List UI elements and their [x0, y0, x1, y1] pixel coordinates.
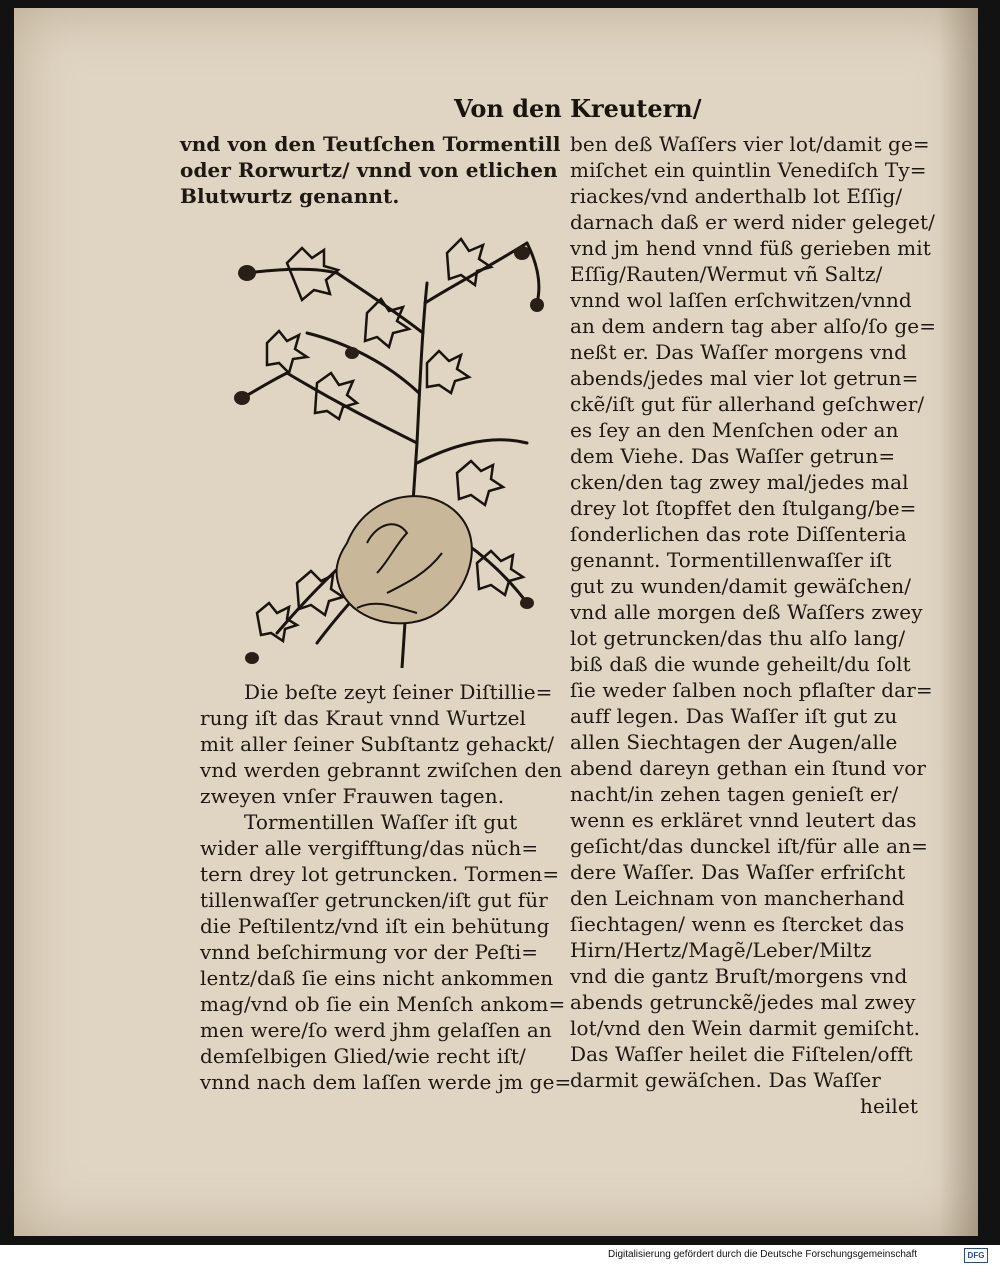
right-column-line: abend dareyn gethan ein ſtund vor [570, 756, 927, 780]
right-column-line: auff legen. Das Waſſer iſt gut zu [570, 704, 898, 728]
left-body-line: mag/vnd ob ſie ein Menſch ankom= [200, 992, 566, 1016]
right-column-line: wenn es erkläret vnnd leutert das [570, 808, 917, 832]
right-column-line: genannt. Tormentillenwaſſer iſt [570, 548, 892, 572]
left-top-line: oder Rorwurtz/ vnnd von etlichen [180, 158, 558, 182]
right-column-line: dem Viehe. Das Waſſer getrun= [570, 444, 896, 468]
right-column-line: ſiechtagen/ wenn es ſtercket das [570, 912, 905, 936]
left-top-line: vnd von den Teutſchen Tormentill [180, 132, 561, 156]
right-column-line: allen Siechtagen der Augen/alle [570, 730, 898, 754]
right-column-line: cken/den tag zwey mal/jedes mal [570, 470, 909, 494]
right-column-line: drey lot ſtopffet den ſtulgang/be= [570, 496, 917, 520]
left-body-line: tillenwaſſer getruncken/iſt gut für [200, 888, 548, 912]
left-body-line: demſelbigen Glied/wie recht iſt/ [200, 1044, 526, 1068]
funding-notice: Digitalisierung gefördert durch die Deutsche Forschungsgemeinschaft [608, 1249, 918, 1260]
right-column-line: Das Waſſer heilet die Fiſtelen/offt [570, 1042, 913, 1066]
right-column-line: darmit gewäſchen. Das Waſſer [570, 1068, 881, 1092]
dfg-logo-icon[interactable]: DFG [964, 1248, 988, 1263]
left-body-line: vnd werden gebrannt zwiſchen den [200, 758, 563, 782]
right-column-line: ben deß Waſſers vier lot/damit ge= [570, 132, 930, 156]
running-head: Von den Kreutern/ [454, 94, 702, 123]
right-column-line: nacht/in zehen tagen genieſt er/ [570, 782, 899, 806]
left-body-line: Die beſte zeyt ſeiner Diſtillie= [244, 680, 553, 704]
right-column-line: biß daß die wunde geheilt/du ſolt [570, 652, 911, 676]
right-column-line: vnd jm hend vnnd füß gerieben mit [570, 236, 931, 260]
right-column-line: vnd die gantz Bruſt/morgens vnd [570, 964, 908, 988]
right-column-line: gut zu wunden/damit gewäſchen/ [570, 574, 912, 598]
right-column-line: Hirn/Hertz/Magẽ/Leber/Miltz [570, 938, 872, 962]
right-column-line: an dem andern tag aber alſo/ſo ge= [570, 314, 937, 338]
right-column-line: abends/jedes mal vier lot getrun= [570, 366, 919, 390]
left-body-line: vnnd beſchirmung vor der Peſti= [200, 940, 539, 964]
right-column-line: ſonderlichen das rote Diſſenteria [570, 522, 907, 546]
right-column-line: lot/vnd den Wein darmit gemiſcht. [570, 1016, 921, 1040]
right-column-line: neßt er. Das Waſſer morgens vnd [570, 340, 908, 364]
left-top-line: Blutwurtz genannt. [180, 184, 400, 208]
left-body-line: die Peſtilentz/vnd iſt ein behütung [200, 914, 550, 938]
right-column-line: dere Waſſer. Das Waſſer erfriſcht [570, 860, 906, 884]
left-body-line: zweyen vnſer Frauwen tagen. [200, 784, 505, 808]
right-column-line: ckẽ/iſt gut für allerhand geſchwer/ [570, 392, 925, 416]
right-column-line: miſchet ein quintlin Venediſch Ty= [570, 158, 927, 182]
left-body-line: wider alle vergifftung/das nüch= [200, 836, 539, 860]
right-column-line: riackes/vnd anderthalb lot Eſſig/ [570, 184, 903, 208]
right-column-line: ſie weder ſalben noch pflaſter dar= [570, 678, 933, 702]
right-column-line: abends getrunckẽ/jedes mal zwey [570, 990, 916, 1014]
right-column-line: vnd alle morgen deß Waſſers zwey [570, 600, 923, 624]
left-body-line: lentz/daß ſie eins nicht ankommen [200, 966, 554, 990]
tormentil-woodcut-illustration [227, 213, 567, 668]
right-column-line: vnnd wol laſſen erſchwitzen/vnnd [570, 288, 912, 312]
right-column-line: geſicht/das dunckel iſt/für alle an= [570, 834, 928, 858]
left-body-line: rung iſt das Kraut vnnd Wurtzel [200, 706, 527, 730]
left-body-line: men were/ſo werd jhm gelaſſen an [200, 1018, 552, 1042]
right-column-line: es ſey an den Menſchen oder an [570, 418, 899, 442]
left-body-line: tern drey lot getruncken. Tormen= [200, 862, 560, 886]
right-column-line: darnach daß er werd nider geleget/ [570, 210, 935, 234]
digitization-footer [0, 1245, 1000, 1265]
right-column-line: den Leichnam von mancherhand [570, 886, 905, 910]
right-column-line: Eſſig/Rauten/Wermut vñ Saltz/ [570, 262, 883, 286]
right-column-line: lot getruncken/das thu alſo lang/ [570, 626, 906, 650]
catchword: heilet [860, 1094, 918, 1118]
left-body-line: Tormentillen Waſſer iſt gut [244, 810, 518, 834]
left-body-line: mit aller ſeiner Subſtantz gehackt/ [200, 732, 555, 756]
left-body-line: vnnd nach dem laſſen werde jm ge= [200, 1070, 572, 1094]
book-page [14, 8, 978, 1236]
